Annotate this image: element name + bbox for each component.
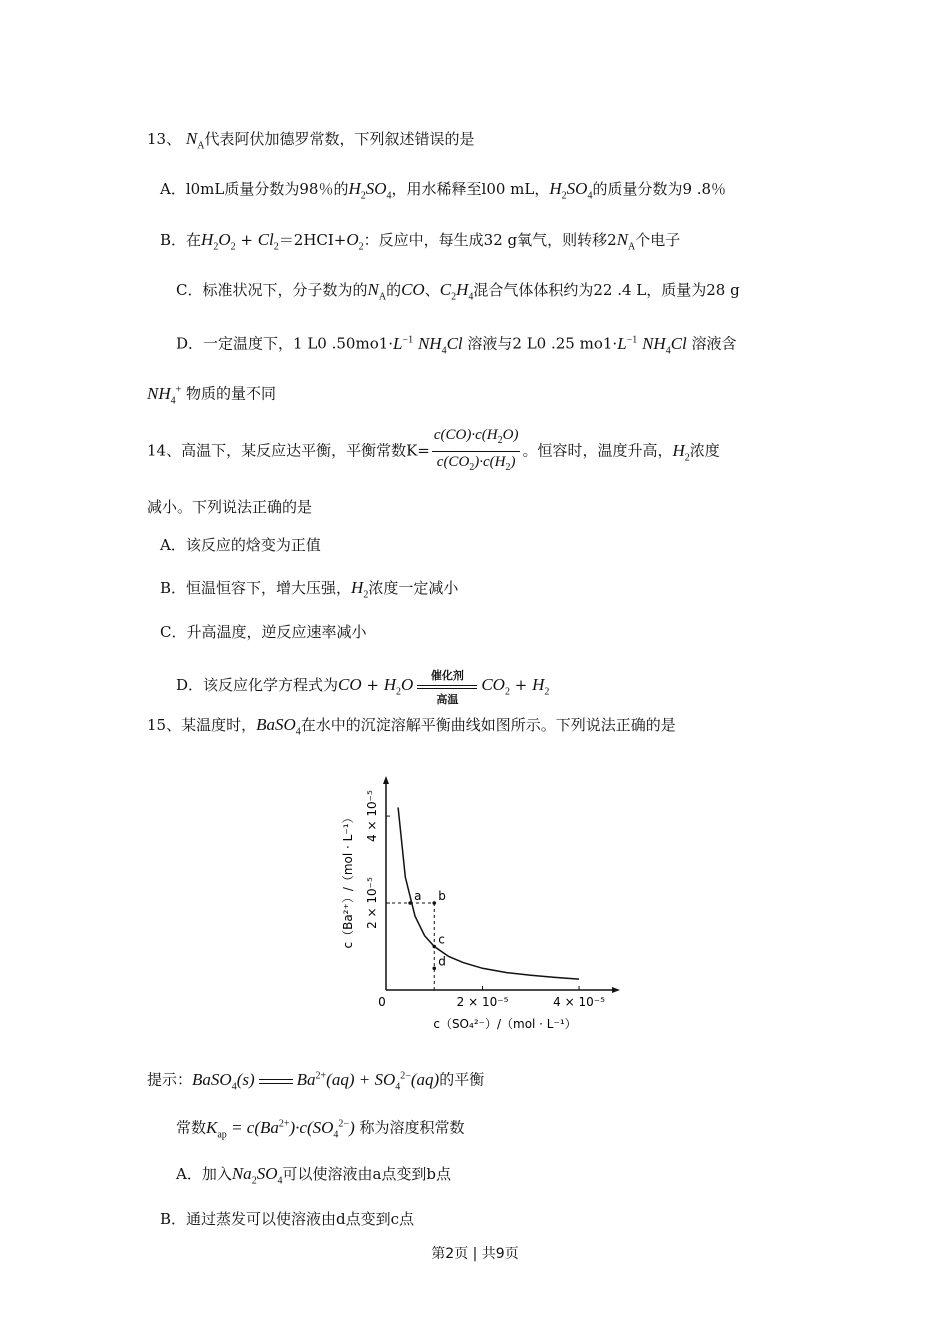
point-label-c: c	[438, 932, 445, 947]
q14-stem: 14、高温下，某反应达平衡，平衡常数K= $\frac{c(CO)\cdot c(H_2O)}{c(CO_2)\cdot c(H_2)}$ 。恒容时，温度升高，$H_2$浓度	[147, 425, 720, 480]
q14-stem-cont: 减小。下列说法正确的是	[147, 498, 313, 516]
point-label-b: b	[438, 889, 446, 904]
y-axis-arrow	[383, 776, 389, 784]
q15-stem: 15、某温度时，BaSO$_4$在水中的沉淀溶解平衡曲线如图所示。下列说法正确的是	[147, 715, 676, 738]
point-label-d: d	[438, 954, 446, 969]
q15-option-b: B．通过蒸发可以使溶液由d点变到c点	[160, 1210, 415, 1228]
q14-option-b: B．恒温恒容下，增大压强，$H_2$浓度一定减小	[160, 578, 459, 601]
reaction-arrow: 催化剂 高温	[417, 675, 477, 697]
q13-option-b: B．在$H_2O_2 + Cl_2=2HCI+O_2$：反应中，每生成32 g氧气，则转移$2N_A$个电子	[160, 230, 681, 253]
q15-option-a: A．加入$Na_2SO_4$可以使溶液由a点变到b点	[176, 1164, 452, 1187]
q13-option-a: A．l0mL质量分数为98％的$H_2SO_4$，用水稀释至l00 mL，$H_2SO_4$的质量分数为9 .8％	[160, 179, 727, 202]
x-axis-arrow	[612, 987, 620, 993]
q13-option-d-cont: $NH_4^+$ 物质的量不同	[147, 383, 277, 407]
point-label-a: a	[414, 889, 422, 904]
y-tick-label: 4 × 10⁻⁵	[365, 790, 379, 842]
q15-hint-ksp: 常数$K_{ap} = c(Ba^{2+})\cdot c(SO_4^{2-})$ 称为溶度积常数	[176, 1117, 465, 1141]
x-tick-label: 2 × 10⁻⁵	[456, 995, 509, 1009]
q14-option-d: D．该反应化学方程式为CO + $H_2O$ 催化剂 高温 $CO_2 + H_2$	[176, 669, 550, 706]
x-tick-label: 4 × 10⁻⁵	[553, 995, 605, 1009]
q14-option-c: C．升高温度，逆反应速率减小	[160, 623, 367, 641]
y-tick-label: 2 × 10⁻⁵	[365, 877, 379, 929]
point-a	[408, 901, 412, 905]
x-tick-label: 0	[378, 995, 386, 1009]
q13-option-d: D．一定温度下，1 L0 $.50mo1\cdot L^{-1}$ $NH_4Cl$ 溶液与2 L0 .25 $mo1\cdot L^{-1}$ $NH_4Cl$ 溶液含	[176, 333, 737, 357]
equilibrium-arrow	[259, 1076, 293, 1086]
chart-xlabel: c（SO₄²⁻）/（mol · L⁻¹）	[433, 1017, 577, 1031]
baso4-solubility-chart	[330, 770, 630, 1035]
point-b	[432, 901, 436, 905]
q14-option-a: A．该反应的焓变为正值	[160, 536, 321, 554]
page-footer: 第2页 | 共9页	[431, 1246, 519, 1262]
chart-ylabel: c（Ba²⁺）/（mol · L⁻¹）	[341, 811, 355, 949]
q13-option-c: C．标准状况下，分子数为的$N_A$的CO、$C_2H_4$混合气体体积约为22 .4 L，质量为28 g	[176, 280, 740, 303]
equilibrium-constant-fraction: $\frac{c(CO)\cdot c(H_2O)}{c(CO_2)\cdot c(H_2)}$	[433, 427, 519, 473]
q15-hint: 提示：BaSO$_4$(s) $Ba^{2+}(aq) + SO_4^{2-}(aq)$的平衡	[147, 1069, 485, 1093]
solubility-curve	[398, 807, 579, 979]
point-c	[432, 945, 436, 949]
chart-axes	[365, 776, 620, 1009]
chart-points	[386, 889, 446, 990]
na-symbol: $N_A$	[185, 129, 205, 152]
point-d	[432, 966, 436, 970]
q13-stem: 13、 $N_A$代表阿伏加德罗常数，下列叙述错误的是	[147, 129, 475, 152]
chart-curve	[398, 807, 579, 979]
